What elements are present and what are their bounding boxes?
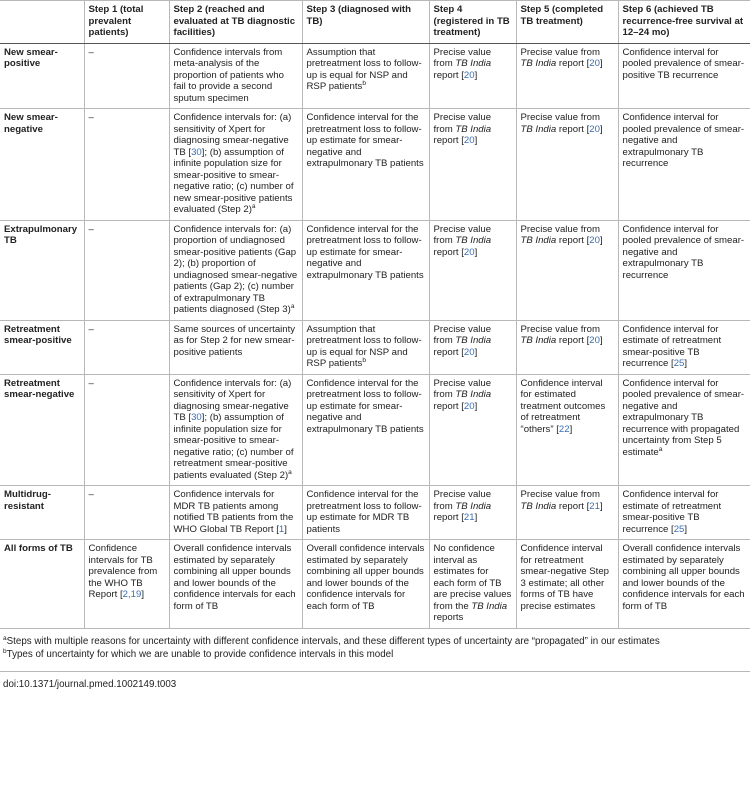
citation-link[interactable]: 20: [463, 246, 475, 258]
table-cell-step-2: [169, 374, 302, 486]
table-cell-step-5: [516, 320, 618, 374]
header-step-1: Step 1 (total prevalent patients): [84, 1, 169, 44]
report-title: TB India: [455, 123, 492, 135]
cell-text: Confidence interval for pooled prevalence of smear-negative and extrapulmonary TB recurrence: [622, 223, 745, 281]
footnote-marker: b: [362, 357, 366, 364]
cell-text: ]; (b) assumption of infinite population size for smear-positive to smear-negative ratio; (c) number of retreatment smear-positive patients evaluated (Step 2): [173, 412, 294, 481]
table-cell-step-5: [516, 374, 618, 486]
footnote-marker: a: [658, 445, 663, 453]
cell-text: report [: [433, 135, 464, 146]
cell-text: Precise value from: [433, 323, 492, 346]
cell-text: –: [88, 323, 94, 335]
table-cell-step-6: [618, 374, 750, 486]
cell-text: ]: [599, 235, 603, 246]
header-step-2: Step 2 (reached and evaluated at TB diagnostic facilities): [169, 1, 302, 44]
cell-text: ]: [569, 423, 573, 435]
table-cell-step-4: [429, 320, 516, 374]
citation-link[interactable]: 20: [589, 123, 600, 135]
cell-text: Confidence interval for pooled prevalence of smear-negative and extrapulmonary TB recurrence: [622, 112, 745, 169]
table-cell-step-6: [618, 109, 750, 221]
cell-text: ]: [599, 123, 603, 135]
report-title: TB India: [520, 335, 557, 346]
table-cell-step-3: [302, 220, 429, 320]
cell-text: ]: [599, 335, 603, 346]
cell-text: Overall confidence intervals estimated by separately combining all upper bounds and lower bounds of the confidence intervals for each form of TB: [173, 543, 296, 612]
cell-text: ]: [474, 346, 478, 358]
table-cell-step-5: [516, 43, 618, 109]
table-cell-step-4: [429, 43, 516, 109]
cell-text: ]: [474, 135, 478, 146]
table-cell-step-4: [429, 486, 516, 540]
cell-text: Confidence interval for retreatment smear-negative Step 3 estimate; all other forms of TB have precise estimates: [520, 543, 610, 612]
cell-text: Confidence interval for estimated treatment outcomes of retreatment “others” [: [520, 377, 606, 435]
table-cell-step-5: [516, 109, 618, 221]
table-cell-step-2: [169, 220, 302, 320]
cell-text: Confidence interval for estimate of retreatment smear-positive TB recurrence [: [622, 323, 722, 369]
cell-text: report [: [556, 235, 590, 246]
cell-text: Precise value from: [433, 377, 492, 400]
table-cell-step-2: [169, 320, 302, 374]
table-cell-step-2: [169, 540, 302, 629]
table-cell-step-3: [302, 43, 429, 109]
citation-link[interactable]: 25: [673, 358, 685, 369]
table-row: [0, 109, 750, 221]
table-cell-step-6: [618, 220, 750, 320]
cell-text: ]: [474, 246, 478, 258]
cell-text: Precise value from: [433, 223, 492, 246]
cell-text: Confidence interval for the pretreatment loss to follow-up estimate for smear-negative and extrapulmonary TB patients: [306, 377, 424, 435]
citation-link[interactable]: 21: [589, 500, 600, 512]
citation-link[interactable]: 20: [463, 346, 475, 358]
cell-text: Confidence interval for the pretreatment loss to follow-up estimate for smear-negative and extrapulmonary TB patients: [306, 223, 424, 281]
citation-link[interactable]: 20: [463, 135, 475, 146]
cell-text: Confidence intervals for TB prevalence from the WHO TB Report [: [88, 543, 158, 600]
table-row: [0, 220, 750, 320]
cell-text: report [: [433, 346, 464, 358]
report-title: TB India: [455, 389, 492, 400]
row-label: Retreatment smear-negative: [0, 374, 84, 486]
citation-link[interactable]: 20: [463, 69, 475, 81]
report-title: TB India: [520, 235, 557, 246]
cell-text: ]: [599, 58, 603, 69]
table-cell-step-1: [84, 220, 169, 320]
table-cell-step-3: [302, 540, 429, 629]
report-title: TB India: [455, 335, 492, 346]
doi-link[interactable]: doi:10.1371/journal.pmed.1002149.t003: [0, 671, 750, 691]
table-row: [0, 486, 750, 540]
cell-text: ]: [474, 400, 478, 412]
row-label: Multidrug-resistant: [0, 486, 84, 540]
citation-link[interactable]: 30: [191, 146, 202, 158]
cell-text: Confidence intervals for: (a) sensitivity of Xpert for diagnosing smear-negative TB [: [173, 112, 292, 158]
table-cell-step-3: [302, 320, 429, 374]
cell-text: Overall confidence intervals estimated by separately combining all upper bounds and lower bounds of the confidence intervals for each form of TB: [306, 543, 425, 612]
cell-text: –: [88, 112, 94, 123]
cell-text: report [: [433, 512, 464, 523]
table-cell-step-4: [429, 220, 516, 320]
citation-link[interactable]: 20: [589, 235, 600, 246]
table-cell-step-3: [302, 374, 429, 486]
table-cell-step-4: [429, 374, 516, 486]
cell-text: ]: [474, 512, 478, 523]
cell-text: Confidence interval for the pretreatment loss to follow-up estimate for MDR TB patients: [306, 489, 422, 535]
cell-text: Precise value from: [520, 112, 600, 123]
cell-text: reports: [433, 612, 464, 623]
table-cell-step-1: [84, 43, 169, 109]
header-step-5: Step 5 (completed TB treatment): [516, 1, 618, 44]
citation-link[interactable]: 25: [673, 523, 685, 535]
row-label: All forms of TB: [0, 540, 84, 629]
row-label: New smear-negative: [0, 109, 84, 221]
table-cell-step-5: [516, 540, 618, 629]
cell-text: –: [88, 223, 94, 235]
footnote-a: $^a$Steps with multiple reasons for uncertainty with different confidence intervals, and these different types of uncertainty are “propagated” in our estimates: [3, 634, 660, 647]
cell-text: ]; (b) assumption of infinite population size for smear-positive to smear-negative ratio; (c) number of new smear-positive patients evaluated (Step 2): [173, 146, 294, 215]
header-blank: [0, 1, 84, 44]
table-cell-step-1: [84, 320, 169, 374]
cell-text: Precise value from: [433, 46, 492, 69]
cell-text: Precise value from: [433, 112, 492, 135]
cell-text: ]: [284, 523, 287, 535]
row-label: Extrapulmonary TB: [0, 220, 84, 320]
table-cell-step-2: [169, 486, 302, 540]
report-title: TB India: [455, 500, 492, 512]
cell-text: Assumption that pretreatment loss to follow-up is equal for NSP and RSP patients: [306, 323, 422, 369]
cell-text: Confidence interval for pooled prevalence of smear-negative and extrapulmonary TB recurrence with propagated uncertainty from Step 5 estimate: [622, 377, 745, 458]
row-label: New smear-positive: [0, 43, 84, 109]
cell-text: report [: [556, 335, 590, 346]
footnote-marker: a: [251, 203, 256, 210]
cell-text: Confidence intervals for: (a) sensitivity of Xpert for diagnosing smear-negative TB [: [173, 377, 292, 423]
cell-text: report [: [433, 400, 464, 412]
citation-link[interactable]: 30: [191, 412, 202, 423]
cell-text: Confidence interval for estimate of retreatment smear-positive TB recurrence [: [622, 489, 722, 535]
table-row: [0, 540, 750, 629]
footnote-marker: a: [290, 303, 295, 310]
citation-link[interactable]: 22: [558, 423, 570, 435]
table-row: [0, 374, 750, 486]
table-cell-step-6: [618, 320, 750, 374]
cell-text: Confidence intervals from meta-analysis of the proportion of patients who fail to provide a second sputum specimen: [173, 46, 284, 104]
table-cell-step-5: [516, 220, 618, 320]
cell-text: Precise value from: [520, 323, 600, 335]
table-cell-step-6: [618, 486, 750, 540]
table-cell-step-3: [302, 109, 429, 221]
citation-link[interactable]: 20: [463, 400, 475, 412]
citation-link[interactable]: 1: [278, 523, 285, 535]
cell-text: –: [88, 377, 94, 389]
cell-text: –: [88, 46, 94, 58]
cell-text: report [: [433, 69, 464, 81]
citation-link[interactable]: 2,19: [122, 589, 142, 600]
row-label: Retreatment smear-positive: [0, 320, 84, 374]
table-cell-step-5: [516, 486, 618, 540]
table-cell-step-6: [618, 540, 750, 629]
cell-text: Confidence interval for pooled prevalence of smear-positive TB recurrence: [622, 46, 745, 81]
table-cell-step-1: [84, 109, 169, 221]
cell-text: Confidence interval for the pretreatment loss to follow-up estimate for smear-negative and extrapulmonary TB patients: [306, 112, 424, 169]
citation-link[interactable]: 20: [589, 58, 600, 69]
footnote-b: $^b$Types of uncertainty for which we are unable to provide confidence intervals in this model: [3, 647, 394, 660]
footnote-marker: b: [362, 80, 366, 87]
footnote-marker: a: [288, 468, 292, 476]
cell-text: –: [88, 489, 94, 500]
cell-text: ]: [474, 69, 478, 81]
report-title: TB India: [520, 123, 557, 135]
table-cell-step-1: [84, 486, 169, 540]
cell-text: ]: [684, 523, 688, 535]
table-cell-step-4: [429, 540, 516, 629]
cell-text: Confidence intervals for MDR TB patients among notified TB patients from the WHO Global TB Report [: [173, 489, 294, 535]
header-step-3: Step 3 (diagnosed with TB): [302, 1, 429, 44]
report-title: TB India: [520, 500, 557, 512]
report-title: TB India: [520, 58, 557, 69]
cell-text: report [: [556, 123, 590, 135]
cell-text: report [: [433, 246, 464, 258]
table-cell-step-1: [84, 540, 169, 629]
cell-text: Overall confidence intervals estimated by separately combining all upper bounds and lower bounds of the confidence intervals for each form of TB: [622, 543, 745, 612]
table-cell-step-6: [618, 43, 750, 109]
citation-link[interactable]: 20: [589, 335, 600, 346]
citation-link[interactable]: 21: [463, 512, 475, 523]
header-row: [0, 1, 750, 44]
cell-text: report [: [556, 58, 590, 69]
report-title: TB India: [471, 600, 508, 612]
header-step-4: Step 4 (registered in TB treatment): [429, 1, 516, 44]
table-cell-step-4: [429, 109, 516, 221]
cell-text: Confidence intervals for: (a) proportion of undiagnosed smear-positive patients (Gap 2); (b) proportion of undiagnosed smear-negative patients (Gap 2); (c) number of extrapulmonary TB patients diagnosed (Step 3): [173, 223, 298, 315]
cell-text: ]: [599, 500, 603, 512]
cell-text: Precise value from: [520, 46, 600, 58]
table-cell-step-2: [169, 43, 302, 109]
table-cell-step-2: [169, 109, 302, 221]
report-title: TB India: [455, 58, 492, 69]
cell-text: report [: [556, 500, 590, 512]
cell-text: Assumption that pretreatment loss to follow-up is equal for NSP and RSP patients: [306, 46, 422, 92]
cell-text: Precise value from: [520, 223, 600, 235]
report-title: TB India: [455, 235, 492, 246]
table-row: [0, 320, 750, 374]
cell-text: No confidence interval as estimates for each form of TB are precise values from the: [433, 543, 512, 612]
table-cell-step-1: [84, 374, 169, 486]
table-row: [0, 43, 750, 109]
cell-text: Precise value from: [520, 489, 600, 500]
cell-text: ]: [684, 358, 688, 369]
cell-text: Precise value from: [433, 489, 492, 512]
cell-text: Same sources of uncertainty as for Step 2 for new smear-positive patients: [173, 323, 296, 358]
header-step-6: Step 6 (achieved TB recurrence-free survival at 12–24 mo): [618, 1, 750, 44]
table-cell-step-3: [302, 486, 429, 540]
cell-text: ]: [141, 589, 144, 600]
